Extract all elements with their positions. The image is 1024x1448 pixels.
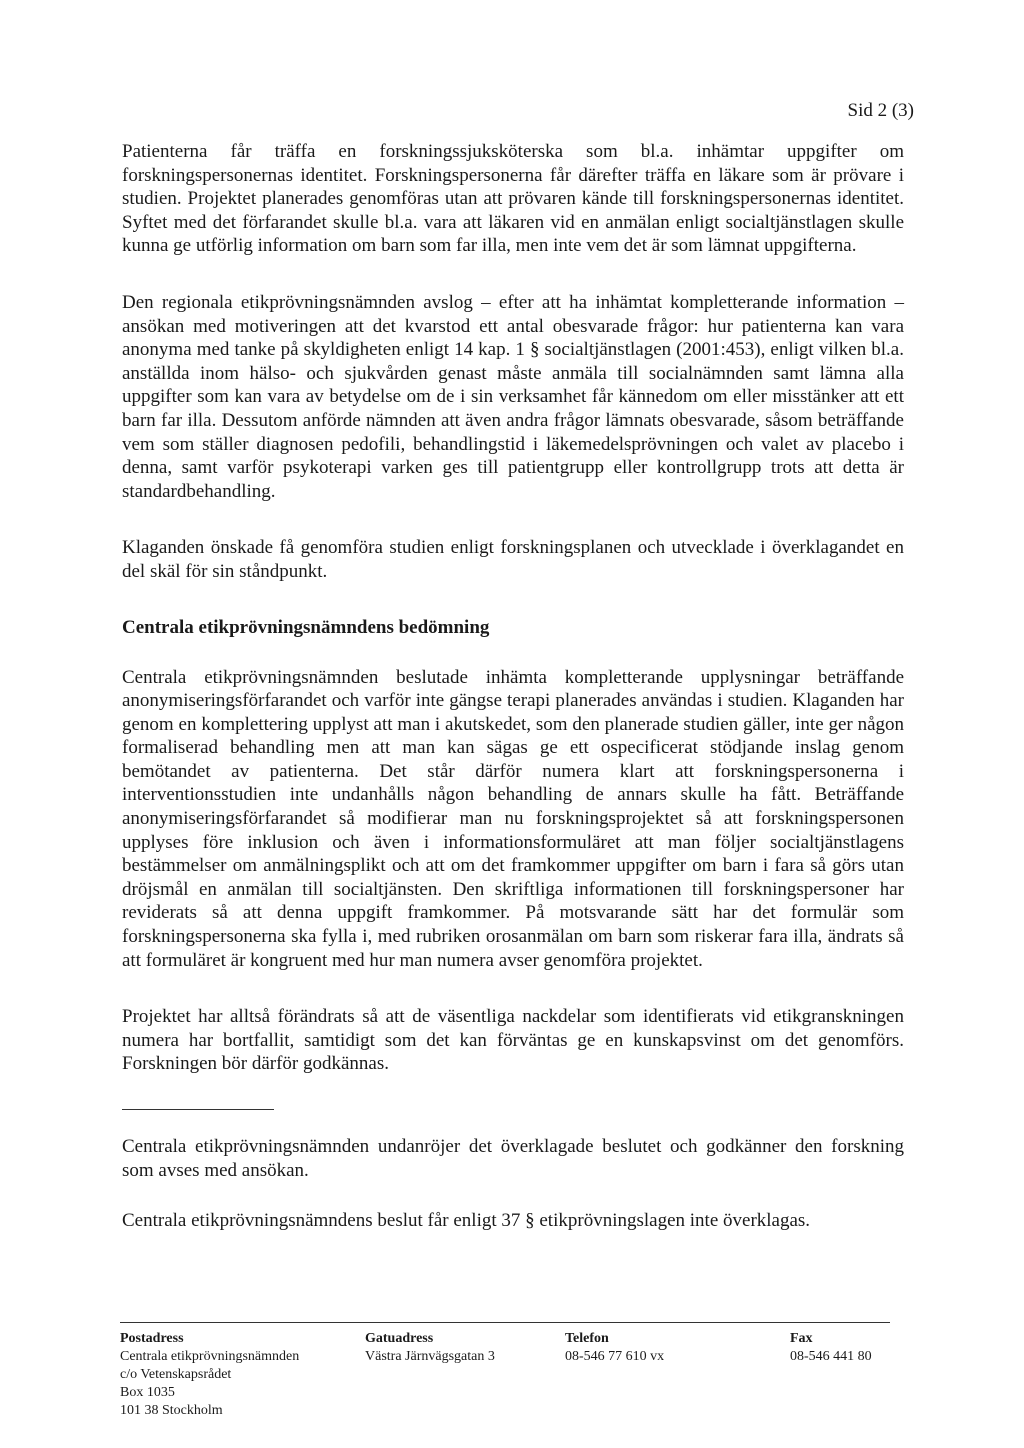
appeal-note: Centrala etikprövningsnämndens beslut får enligt 37 § etikprövningslagen inte överklagas. [122,1210,811,1232]
footer-postal-address [120,1330,299,1420]
footer-street-address [365,1330,495,1366]
footer-line: c/o Vetenskapsrådet [120,1367,232,1382]
footer-label: Fax [790,1331,813,1346]
section-heading: Centrala etikprövningsnämndens bedömning [122,616,490,638]
section-divider [122,1109,274,1110]
footer [120,1322,890,1418]
footer-line: Västra Järnvägsgatan 3 [365,1349,495,1364]
paragraph: Projektet har alltså förändrats så att de väsentliga nackdelar som identifierats vid etikgranskningen numera har bortfallit, samtidigt som det kan förväntas ge en kunskapsvinst om det genomförs. Forskningen bör därför godkännas. [122,1006,904,1075]
footer-label: Postadress [120,1331,184,1346]
footer-phone [565,1330,664,1366]
paragraph: Den regionala etikprövningsnämnden avslog – efter att ha inhämtat kompletterande information – ansökan med motiveringen att det kvarstod ett antal obesvarade frågor: hur patienterna kan vara anonyma med tanke på skyldigheten enligt 14 kap. 1 § socialtjänstlagen (2001:453), enligt vilken bl.a. anställda inom hälso- och sjukvården genast måste anmäla till socialnämnden samt lämna alla uppgifter som kan vara av betydelse om de i sin verksamhet får kännedom om eller misstänker att ett barn far illa. Dessutom anförde nämnden att även andra frågor lämnats obesvarade, såsom beträffande vem som ställer diagnosen pedofili, behandlingstid i läkemedelsprövningen och valet av placebo i denna, samt varför psykoterapi varken ges till patientgrupp eller kontrollgrupp trots att detta är standardbehandling. [122,291,904,502]
footer-line: Box 1035 [120,1385,175,1400]
footer-label: Gatuadress [365,1331,434,1346]
paragraph: Klaganden önskade få genomföra studien enligt forskningsplanen och utvecklade i överklagandet en del skäl för sin ståndpunkt. [122,537,904,582]
document-body [122,140,904,1266]
paragraph: Centrala etikprövningsnämnden beslutade inhämta kompletterande upplysningar beträffande anonymiseringsförfarandet och varför inte gängse terapi planerades användas i studien. Klaganden har genom en komplettering upplyst att man i akutskedet, som den planerade studien gäller, inte ger någon formaliserad behandling men att man kan sägas ge ett ospecificerat stödjande inslag genom bemötandet av patienterna. Det står därför numera klart att forskningspersonerna i interventionsstudien inte undanhålls någon behandling de annars skulle ha fått. Beträffande anonymiseringsförfarandet så modifierar man nu forskningsprojektet så att forskningspersonen upplyses före inklusion och även i informationsformuläret att man följer socialtjänstlagens bestämmelser om anmälningsplikt och att om det framkommer uppgifter om barn i fara så görs utan dröjsmål en anmälan till socialtjänsten. Den skriftliga informationen till forskningspersoner har reviderats så att denna uppgift framkommer. På motsvarande sätt har det formulär som forskningspersonerna ska fylla i, med rubriken orosanmälan om barn som riskerar fara illa, ändrats så att formuläret är kongruent med hur man numera avser genomföra projektet. [122,666,904,971]
footer-fax [790,1330,872,1366]
footer-line: Centrala etikprövningsnämnden [120,1349,300,1364]
footer-line: 08-546 77 610 vx [565,1349,665,1364]
footer-label: Telefon [565,1331,609,1346]
page-number: Sid 2 (3) [847,100,914,121]
decision-paragraph: Centrala etikprövningsnämnden undanröjer det överklagade beslutet och godkänner den forskning som avses med ansökan. [122,1136,904,1181]
paragraph: Patienterna får träffa en forskningssjuksköterska som bl.a. inhämtar uppgifter om forskningspersonernas identitet. Forskningspersonerna får därefter träffa en läkare som är prövare i studien. Projektet planerades genomföras utan att prövaren kände till forskningspersonernas identitet. Syftet med det förfarandet skulle bl.a. vara att läkaren vid en anmälan enligt socialtjänstlagen skulle kunna ge utförlig information om barn som far illa, men inte vem det är som lämnat uppgifterna. [122,141,904,257]
footer-line: 08-546 441 80 [790,1349,872,1364]
footer-line: 101 38 Stockholm [120,1403,223,1418]
